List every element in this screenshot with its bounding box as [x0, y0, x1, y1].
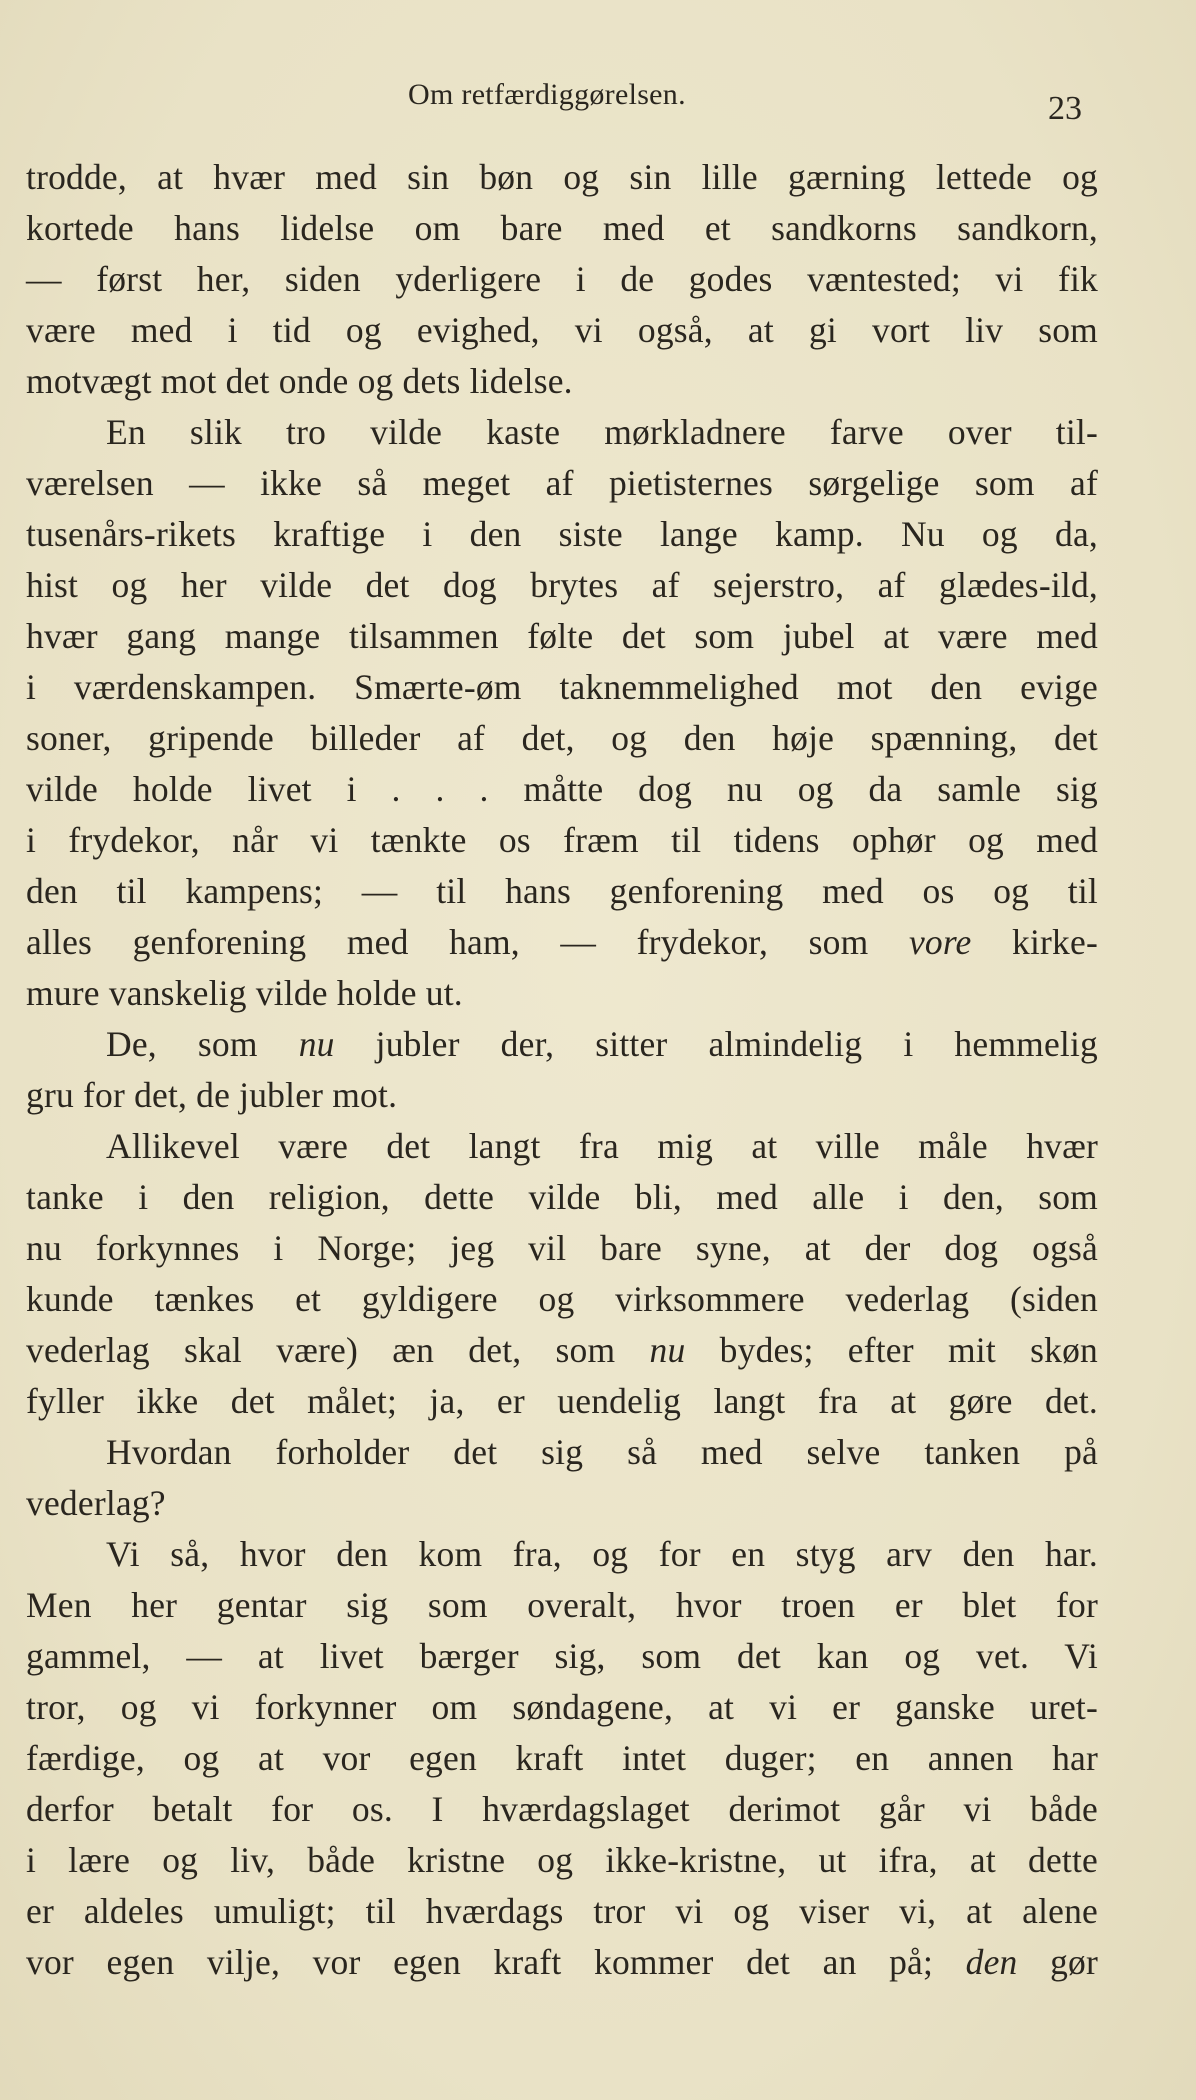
emphasis: den [965, 1942, 1018, 1982]
text-line: færdige, og at vor egen kraft intet duger; en annen har [26, 1738, 1098, 1778]
text-line: nu forkynnes i Norge; jeg vil bare syne, at der dog også [26, 1228, 1098, 1268]
text-line: soner, gripende billeder af det, og den høje spænning, det [26, 718, 1098, 758]
text-line: Men her gentar sig som overalt, hvor troen er blet for [26, 1585, 1098, 1625]
text-line: er aldeles umuligt; til hværdags tror vi og viser vi, at alene [26, 1891, 1098, 1931]
text-line: hvær gang mange tilsammen følte det som jubel at være med [26, 616, 1098, 656]
text-line: være med i tid og evighed, vi også, at gi vort liv som [26, 310, 1098, 350]
text-line: tror, og vi forkynner om søndagene, at vi er ganske uret- [26, 1687, 1098, 1727]
text-line: trodde, at hvær med sin bøn og sin lille gærning lettede og [26, 157, 1098, 197]
text-line: hist og her vilde det dog brytes af sejerstro, af glædes-ild, [26, 565, 1098, 605]
text-line: kortede hans lidelse om bare med et sandkorns sandkorn, [26, 208, 1098, 248]
text-line: i lære og liv, både kristne og ikke-kristne, ut ifra, at dette [26, 1840, 1098, 1880]
text-line: — først her, siden yderligere i de godes væntested; vi fik [26, 259, 1098, 299]
text-line: vor egen vilje, vor egen kraft kommer det an på; den gør [26, 1942, 1098, 1982]
emphasis: nu [649, 1330, 686, 1370]
text-line: vederlag skal være) æn det, som nu bydes; efter mit skøn [26, 1330, 1099, 1370]
text-line: fyller ikke det målet; ja, er uendelig langt fra at gøre det. [26, 1381, 1098, 1421]
text-line: værelsen — ikke så meget af pietisternes sørgelige som af [26, 463, 1098, 503]
text-line: den til kampens; — til hans genforening med os og til [26, 871, 1098, 911]
text-line: motvægt mot det onde og dets lidelse. [26, 361, 573, 401]
paragraph-start-line: Hvordan forholder det sig så med selve tanken på [106, 1432, 1098, 1472]
body-text [26, 152, 1098, 1988]
text-line: vilde holde livet i . . . måtte dog nu og da samle sig [26, 769, 1098, 809]
paragraph-start-line: Allikevel være det langt fra mig at ville måle hvær [106, 1126, 1098, 1166]
emphasis: nu [298, 1024, 335, 1064]
page-number: 23 [1048, 90, 1082, 127]
text-line: alles genforening med ham, — frydekor, som vore kirke- [26, 922, 1098, 962]
paragraph-start-line: De, som nu jubler der, sitter almindelig i hemmelig [106, 1024, 1098, 1064]
text-line: mure vanskelig vilde holde ut. [26, 973, 463, 1013]
page-header [0, 78, 1196, 128]
text-line: gammel, — at livet bærger sig, som det kan og vet. Vi [26, 1636, 1098, 1676]
text-line: gru for det, de jubler mot. [26, 1075, 398, 1115]
emphasis: vore [908, 922, 972, 962]
text-line: i frydekor, når vi tænkte os fræm til tidens ophør og med [26, 820, 1098, 860]
paragraph-start-line: En slik tro vilde kaste mørkladnere farve over til- [106, 412, 1098, 452]
text-line: i værdenskampen. Smærte-øm taknemmelighed mot den evige [26, 667, 1098, 707]
text-line: kunde tænkes et gyldigere og virksommere vederlag (siden [26, 1279, 1098, 1319]
text-line: vederlag? [26, 1483, 166, 1523]
text-line: tusenårs-rikets kraftige i den siste lange kamp. Nu og da, [26, 514, 1098, 554]
text-line: tanke i den religion, dette vilde bli, med alle i den, som [26, 1177, 1098, 1217]
text-line: derfor betalt for os. I hværdagslaget derimot går vi både [26, 1789, 1098, 1829]
running-head: Om retfærdiggørelsen. [408, 78, 686, 111]
paragraph-start-line: Vi så, hvor den kom fra, og for en styg arv den har. [106, 1534, 1098, 1574]
